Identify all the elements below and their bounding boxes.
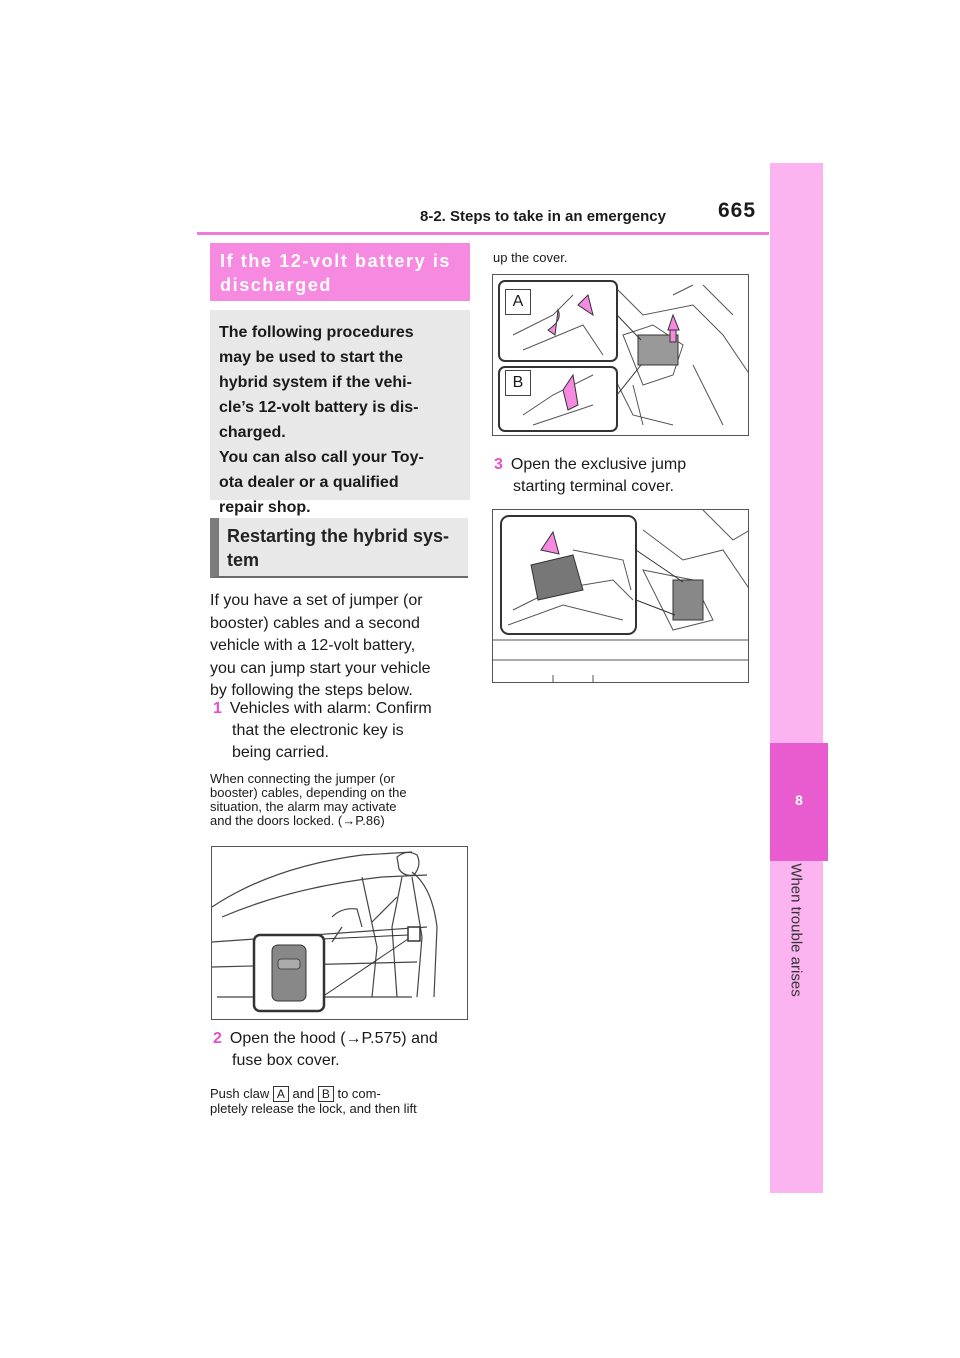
chapter-side-tab <box>770 163 823 1193</box>
paragraph-line: by following the steps below. <box>210 682 413 699</box>
chapter-number: 8 <box>795 792 803 808</box>
paragraph-line: you can jump start your vehicle <box>210 659 431 677</box>
intro-line: hybrid system if the vehi- <box>219 374 412 391</box>
step-text: Open the hood (→P.575) and <box>229 1030 438 1047</box>
intro-paragraph <box>210 590 431 703</box>
engine-bay-illustration <box>493 510 749 683</box>
claw-note-continued: up the cover. <box>493 250 568 265</box>
banner-line: discharged <box>220 275 333 295</box>
intro-line: ota dealer or a qualified <box>219 474 399 491</box>
subheading-line: tem <box>227 550 260 570</box>
step-text: starting terminal cover. <box>513 478 674 495</box>
fuse-box-illustration <box>493 275 749 436</box>
note-line: booster) cables, depending on the <box>210 785 407 800</box>
intro-box <box>210 310 470 516</box>
step-number: 1 <box>213 700 222 717</box>
section-title: 8-2. Steps to take in an emergency <box>420 208 666 225</box>
step-text: Vehicles with alarm: Confirm <box>229 700 432 717</box>
section-banner <box>210 243 470 301</box>
paragraph-line: vehicle with a 12-volt battery, <box>210 637 416 654</box>
intro-line: cle’s 12-volt battery is dis- <box>219 399 419 416</box>
note-text: to com- <box>337 1086 381 1101</box>
note-line: and the doors locked. (→P.86) <box>210 813 385 828</box>
claw-b-label: B <box>318 1086 334 1102</box>
note-line <box>210 1086 417 1102</box>
banner-line: If the 12-volt battery is <box>220 251 452 271</box>
note-text: Push claw <box>210 1086 270 1101</box>
step-1 <box>213 698 432 764</box>
header-rule <box>197 232 769 235</box>
intro-line: may be used to start the <box>219 349 404 366</box>
chapter-title: When trouble arises <box>787 863 805 997</box>
claw-note <box>210 1086 417 1116</box>
step-text: being carried. <box>232 744 329 761</box>
step-2 <box>213 1028 438 1072</box>
figure-electronic-key <box>211 846 468 1020</box>
claw-a-label: A <box>273 1086 289 1102</box>
figure-fuse-box-claws <box>492 274 749 436</box>
paragraph-line: If you have a set of jumper (or <box>210 592 423 609</box>
figure-label-a: A <box>505 289 531 315</box>
note-line: When connecting the jumper (or <box>210 771 395 786</box>
subheading <box>210 518 468 578</box>
intro-line: charged. <box>219 424 286 441</box>
note-line: pletely release the lock, and then lift <box>210 1101 417 1116</box>
step-text: that the electronic key is <box>232 722 404 739</box>
step-number: 2 <box>213 1030 222 1047</box>
paragraph-line: booster) cables and a second <box>210 614 420 632</box>
step-3 <box>494 454 686 498</box>
step-text: Open the exclusive jump <box>510 456 687 473</box>
alarm-note <box>210 772 407 828</box>
subheading-line: Restarting the hybrid sys- <box>227 526 450 546</box>
intro-line: The following procedures <box>219 324 414 341</box>
intro-line: repair shop. <box>219 499 311 516</box>
step-text: fuse box cover. <box>232 1052 340 1069</box>
note-text: and <box>292 1086 315 1101</box>
step-number: 3 <box>494 456 503 473</box>
figure-jump-terminal <box>492 509 749 683</box>
figure-label-b: B <box>505 370 531 396</box>
intro-line: You can also call your Toy- <box>219 449 424 466</box>
note-line: situation, the alarm may activate <box>210 799 397 814</box>
page-number: 665 <box>718 199 757 222</box>
car-person-illustration <box>212 847 468 1020</box>
